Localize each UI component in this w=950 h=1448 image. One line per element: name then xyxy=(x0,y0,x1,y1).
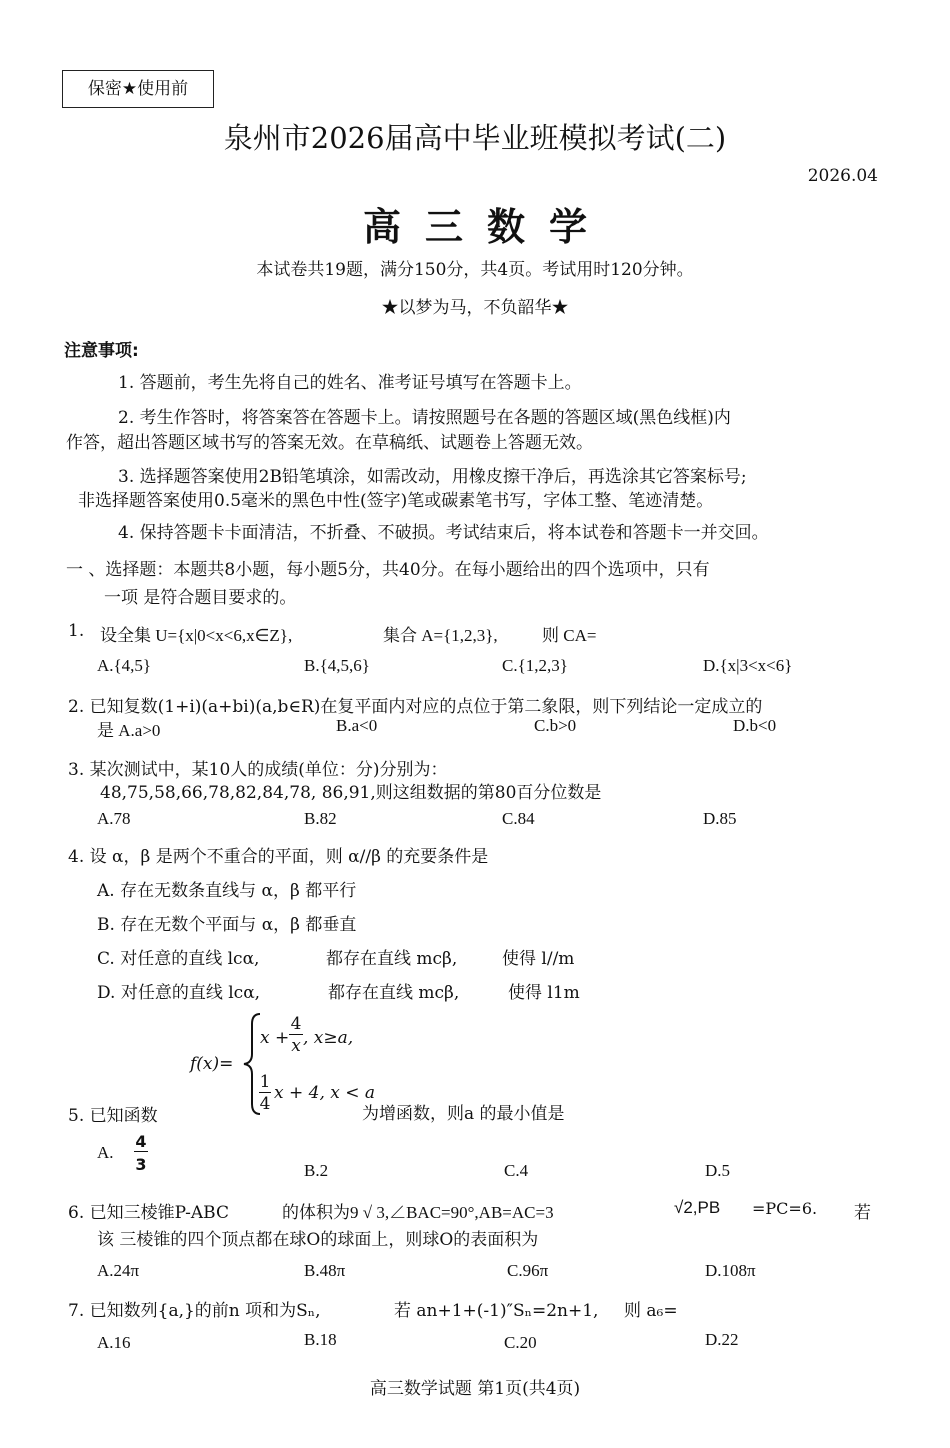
notice-item-3-line-2: 非选择题答案使用0.5毫米的黑色中性(签字)笔或碳素笔书写，字体工整、笔迹清楚。 xyxy=(78,491,714,511)
q7-option-c: C.20 xyxy=(504,1333,537,1352)
q6-stem-part-3: √2,PB xyxy=(674,1198,721,1217)
page-footer: 高三数学试题 第1页(共4页) xyxy=(369,1379,581,1399)
q5-case-2-numerator: 1 xyxy=(259,1072,271,1092)
q6-stem-part-4: =PC=6. xyxy=(752,1199,818,1218)
q6-option-c: C.96π xyxy=(507,1261,549,1280)
q6-stem-line-2: 该 三棱锥的四个顶点都在球O的球面上，则球O的表面积为 xyxy=(97,1230,539,1250)
q5-option-b: B.2 xyxy=(304,1161,329,1180)
q6-stem-part-2: 的体积为9 √ 3,∠BAC=90°,AB=AC=3 xyxy=(282,1203,554,1222)
notice-item-3-line-1: 3. 选择题答案使用2B铅笔填涂，如需改动，用橡皮擦干净后，再选涂其它答案标号; xyxy=(118,467,747,487)
q1-stem-part-1: 设全集 U={x|0<x<6,x∈Z}, xyxy=(100,626,293,645)
q1-option-b: B.{4,5,6} xyxy=(304,656,370,675)
notice-item-2-line-2: 作答，超出答题区域书写的答案无效。在草稿纸、试题卷上答题无效。 xyxy=(66,433,593,453)
q5-function-name: f(x)= xyxy=(190,1054,234,1074)
q4-option-d-part-1: D. 对任意的直线 lcα, xyxy=(97,983,261,1003)
q4-option-a: A. 存在无数条直线与 α，β 都平行 xyxy=(97,881,357,901)
notice-item-4: 4. 保持答题卡卡面清洁，不折叠、不破损。考试结束后，将本试卷和答题卡一并交回。 xyxy=(118,523,769,543)
q4-stem: 4. 设 α，β 是两个不重合的平面，则 α//β 的充要条件是 xyxy=(68,847,489,867)
subject-title: 高三数学 xyxy=(362,204,611,249)
exam-date: 2026.04 xyxy=(807,166,878,186)
q6-option-a: A.24π xyxy=(97,1261,140,1280)
motto: ★以梦为马，不负韶华★ xyxy=(381,298,569,318)
q5-stem-post: 为增函数，则a 的最小值是 xyxy=(362,1104,565,1124)
q3-option-b: B.82 xyxy=(304,809,337,828)
q5-option-a-denominator: 3 xyxy=(135,1155,147,1174)
q7-stem-part-3: 则 a₆= xyxy=(624,1301,678,1321)
notice-item-2-line-1: 2. 考生作答时，将答案答在答题卡上。请按照题号在各题的答题区域(黑色线框)内 xyxy=(118,408,731,428)
q4-option-d-part-3: 使得 l1m xyxy=(508,983,580,1003)
q5-option-d: D.5 xyxy=(705,1161,731,1180)
q4-option-b: B. 存在无数个平面与 α，β 都垂直 xyxy=(97,915,357,935)
q5-case-1-condition: , x≥a, xyxy=(303,1028,354,1048)
q3-stem-line-1: 3. 某次测试中，某10人的成绩(单位：分)分别为： xyxy=(68,760,448,780)
q5-case-2-rest: x + 4, x < a xyxy=(274,1083,376,1103)
q5-option-a-label: A. xyxy=(97,1143,114,1162)
q5-case-1-numerator: 4 xyxy=(290,1014,302,1034)
q1-option-d: D.{x|3<x<6} xyxy=(703,656,793,675)
q1-stem-part-3: 则 CA= xyxy=(542,626,597,645)
q2-stem-line-2: 是 A.a>0 xyxy=(97,721,161,740)
q7-option-a: A.16 xyxy=(97,1333,131,1352)
q5-option-c: C.4 xyxy=(504,1161,529,1180)
notice-item-1: 1. 答题前，考生先将自己的姓名、准考证号填写在答题卡上。 xyxy=(118,373,582,393)
q5-case-1-denominator: x xyxy=(291,1036,301,1056)
q7-option-d: D.22 xyxy=(705,1330,739,1349)
section-heading-line-2: 一项 是符合题目要求的。 xyxy=(104,588,297,608)
section-heading-line-1: 一 、选择题：本题共8小题，每小题5分，共40分。在每小题给出的四个选项中，只有 xyxy=(66,560,710,580)
q4-option-c-part-3: 使得 l//m xyxy=(502,949,575,969)
q4-option-c-part-2: 都存在直线 mcβ, xyxy=(326,949,458,969)
q7-stem-part-1: 7. 已知数列{a,}的前n 项和为Sₙ, xyxy=(68,1301,321,1321)
notice-title: 注意事项: xyxy=(64,341,139,361)
q3-option-a: A.78 xyxy=(97,809,131,828)
q5-stem-pre: 5. 已知函数 xyxy=(68,1106,158,1126)
q6-stem-part-1: 6. 已知三棱锥P-ABC xyxy=(68,1203,229,1223)
exam-info: 本试卷共19题，满分150分，共4页。考试用时120分钟。 xyxy=(256,260,694,280)
q7-option-b: B.18 xyxy=(304,1330,337,1349)
q4-option-d-part-2: 都存在直线 mcβ, xyxy=(328,983,460,1003)
q7-stem-part-2: 若 an+1+(-1)″Sₙ=2n+1, xyxy=(394,1301,599,1321)
q4-option-c-part-1: C. 对任意的直线 lcα, xyxy=(97,949,260,969)
q1-option-c: C.{1,2,3} xyxy=(502,656,568,675)
exam-title: 泉州市2026届高中毕业班模拟考试(二) xyxy=(223,121,727,155)
q5-case-2-denominator: 4 xyxy=(259,1094,271,1114)
q1-stem-part-2: 集合 A={1,2,3}, xyxy=(383,626,498,645)
q5-brace-icon xyxy=(186,1008,266,1118)
q6-option-b: B.48π xyxy=(304,1261,346,1280)
q2-option-b: B.a<0 xyxy=(336,716,378,735)
q3-option-c: C.84 xyxy=(502,809,535,828)
q5-case-1-x: x + xyxy=(260,1028,290,1048)
q5-option-a-numerator: 4 xyxy=(135,1132,147,1151)
q1-option-a: A.{4,5} xyxy=(97,656,152,675)
q6-option-d: D.108π xyxy=(705,1261,756,1280)
q2-option-d: D.b<0 xyxy=(733,716,777,735)
q2-option-c: C.b>0 xyxy=(534,716,577,735)
confidential-label-box xyxy=(62,70,214,108)
q3-stem-line-2: 48,75,58,66,78,82,84,78, 86,91,则这组数据的第80百分位数是 xyxy=(100,783,602,803)
q6-stem-part-5: 若 xyxy=(854,1203,871,1223)
q2-stem-line-1: 2. 已知复数(1+i)(a+bi)(a,b∈R)在复平面内对应的点位于第二象限，则下列结论一定成立的 xyxy=(68,697,763,717)
q3-option-d: D.85 xyxy=(703,809,737,828)
confidential-label: 保密★使用前 xyxy=(87,79,189,99)
q1-number: 1. xyxy=(68,621,85,641)
